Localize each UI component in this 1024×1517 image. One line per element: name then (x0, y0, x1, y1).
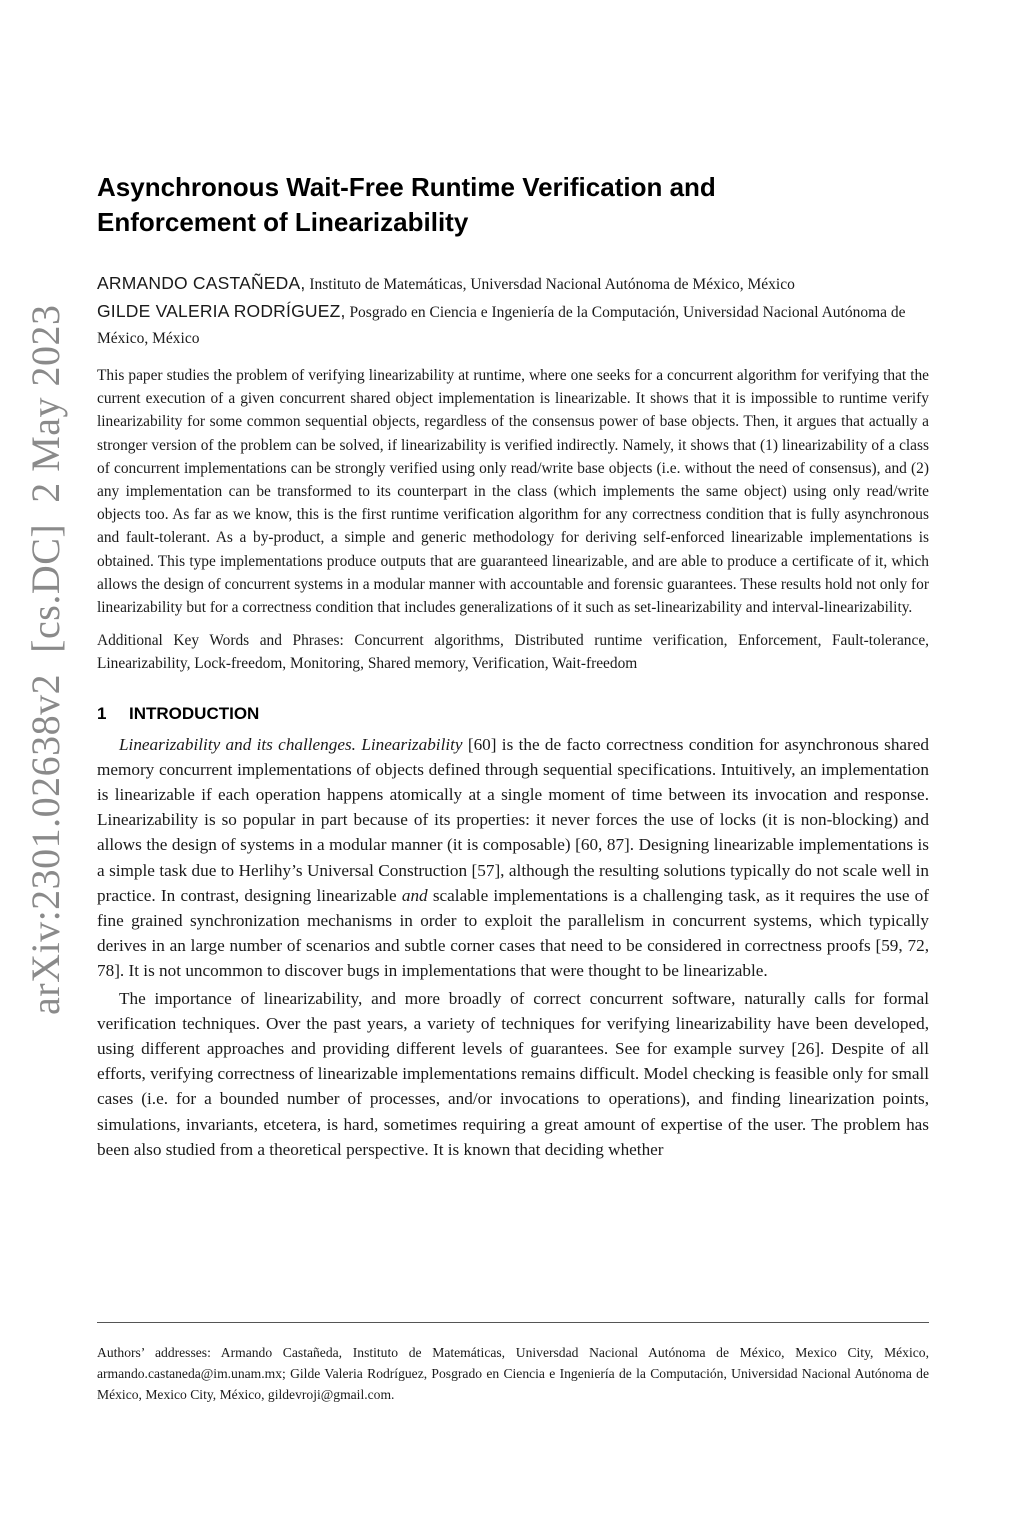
intro-paragraph-2: The importance of linearizability, and more broadly of correct concurrent software, naturally calls for formal verification techniques. Over the past years, a variety of techniques for verifying linearizability have been developed, using different approaches and providing different levels of guarantees. See for example survey [26]. Despite of all efforts, verifying correctness of linearizable implementations remains difficult. Model checking is feasible only for small cases (i.e. for a bounded number of processes, and/or invocations to operations), and finding linearization points, simulations, invariants, etcetera, is hard, sometimes requiring a great amount of expertise of the user. The problem has been also studied from a theoretical perspective. It is known that deciding whether (97, 988, 929, 1159)
title-line-1: Asynchronous Wait-Free Runtime Verification and (97, 172, 716, 202)
abstract: This paper studies the problem of verifying linearizability at runtime, where one seeks for a concurrent algorithm for verifying that the current execution of a given concurrent shared object implementation is linearizable. It shows that it is impossible to runtime verify linearizability for some common sequential objects, regardless of the consensus power of base objects. Then, it argues that actually a stronger version of the problem can be solved, if linearizability is verified indirectly. Namely, it shows that (1) linearizability of a class of concurrent implementations can be strongly verified using only read/write base objects (i.e. without the need of consensus), and (2) any implementation can be transformed to its counterpart in the class (which implements the same object) using only read/write objects too. As far as we know, this is the first runtime verification algorithm for any correctness condition that is fully asynchronous and fault-tolerant. As a by-product, a simple and generic methodology for deriving self-enforced linearizable implementations is obtained. This type implementations produce outputs that are guaranteed linearizable, and are able to produce a certificate of it, which allows the design of concurrent systems in a modular manner with accountable and forensic guarantees. These results hold not only for linearizability but for a correctness condition that includes generalizations of it such as set-linearizability and interval-linearizability. (97, 367, 929, 617)
author-list (97, 270, 929, 352)
author-affiliation: Posgrado en Ciencia e Ingeniería de la Computación, Universidad Nacional Autónoma de México, México (97, 304, 906, 347)
paragraph-text: scalable implementations is a challenging task, as it requires the use of fine grained synchronization mechanisms in order to exploit the parallelism in concurrent systems, which typically derives in an large number of scenarios and subtle corner cases that need to be considered in correctness proofs [59, 72, 78]. It is not uncommon to discover bugs in implementations that were thought to be linearizable. (97, 885, 929, 981)
emphasized-term: Linearizability (361, 734, 463, 754)
author-addresses-footnote: Authors’ addresses: Armando Castañeda, Instituto de Matemáticas, Universdad Nacional Autónoma de México, Mexico City, México, armando.castaneda@im.unam.mx; Gilde Valeria Rodríguez, Posgrado en Ciencia e Ingeniería de la Computación, Universidad Nacional Autónoma de México, Mexico City, México, gildevroji@gmail.com. (97, 1344, 929, 1402)
paper-page (97, 170, 929, 1162)
paragraph-text: [60] is the de facto correctness condition for asynchronous shared memory concurrent implementations of objects defined through sequential specifications. Intuitively, an implementation is linearizable if each operation happens atomically at a single moment of time between its invocation and response. Linearizability is so popular in part because of its properties: it never forces the use of locks (it is non-blocking) and allows the design of systems in a modular manner (it is composable) [60, 87]. Designing linearizable implementations is a simple task due to Herlihy’s Universal Construction [57], although the resulting solutions typically do not scale well in practice. In contrast, designing linearizable (97, 734, 929, 905)
paper-title (97, 170, 929, 240)
section-number: 1 (97, 703, 107, 723)
author-name: GILDE VALERIA RODRÍGUEZ, (97, 301, 346, 321)
intro-paragraph-1 (97, 732, 929, 984)
author-name: ARMANDO CASTAÑEDA, (97, 273, 306, 293)
emphasized-word: and (401, 885, 428, 905)
keywords: Additional Key Words and Phrases: Concurrent algorithms, Distributed runtime verification, Enforcement, Fault-tolerance, Linearizability, Lock-freedom, Monitoring, Shared memory, Verification, Wait-freedom (97, 632, 929, 673)
section-title: INTRODUCTION (129, 703, 260, 723)
section-heading (97, 702, 929, 726)
author-entry (97, 298, 929, 352)
footnote-divider (97, 1322, 929, 1323)
arxiv-identifier: arXiv:2301.02638v2 [cs.DC] 2 May 2023 (23, 304, 68, 1015)
paragraph-heading: Linearizability and its challenges. (119, 734, 356, 754)
title-line-2: Enforcement of Linearizability (97, 207, 469, 237)
author-entry (97, 270, 929, 298)
author-affiliation: Instituto de Matemáticas, Universdad Nacional Autónoma de México, México (309, 276, 795, 293)
